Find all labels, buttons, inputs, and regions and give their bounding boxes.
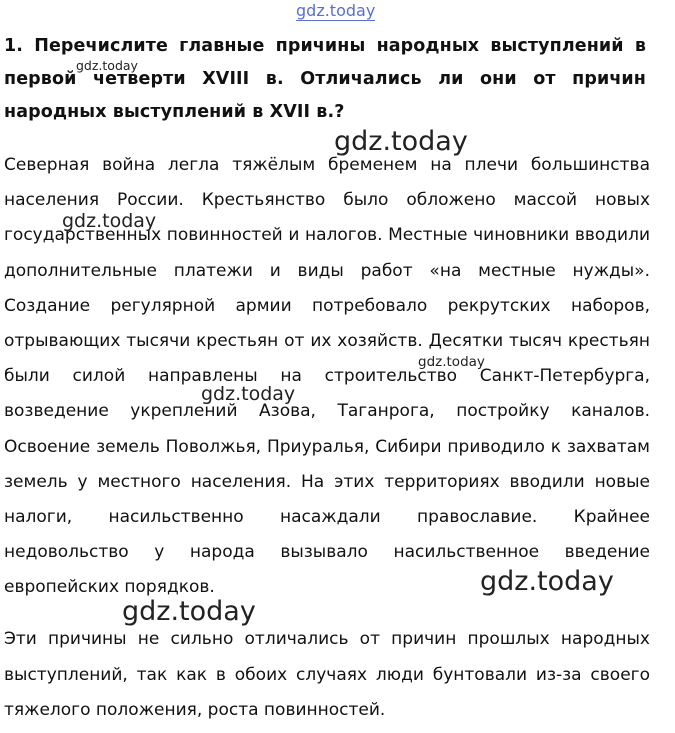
answer-paragraph-2: Эти причины не сильно отличались от причин прошлых народных выступлений, так как в обоих случаях люди бунтовали из-за своего тяжелого положения, роста повинностей. [4, 629, 650, 720]
watermark-large: gdz.today [122, 596, 256, 627]
watermark-medium: gdz.today [62, 210, 157, 232]
watermark-medium: gdz.today [201, 383, 296, 405]
answer-paragraph-1: Северная война легла тяжёлым бременем на плечи большинства населения России. Крестьянство было обложено массой новых государственных повинностей и налогов. Местные чиновники вводили дополнительные платежи и виды работ «на местные нужды». Создание регулярной армии потребовало рекрутских наборов, отрывающих тысячи крестьян от их хозяйств. Десятки тысяч крестьян были силой направлены на строительство Санкт-Петербурга, возведение укреплений Азова, Таганрога, постройку каналов. Освоение земель Поволжья, Приуралья, Сибири приводило к захватам земель у местного населения. На этих территориях вводили новые налоги, насильственно насаждали православие. Крайнее недовольство у народа вызывало насильственное введение европейских порядков. [4, 155, 650, 598]
watermark-large: gdz.today [480, 566, 614, 597]
question-heading: 1. Перечислите главные причины народных выступлений в первой четверти XVIII в. Отличались ли они от причин народных выступлений в XVII в.? [4, 36, 646, 122]
watermark-small: gdz.today [76, 58, 138, 73]
watermark-top[interactable]: gdz.today [296, 1, 376, 20]
watermark-large: gdz.today [334, 126, 468, 157]
watermark-small: gdz.today [418, 354, 485, 370]
